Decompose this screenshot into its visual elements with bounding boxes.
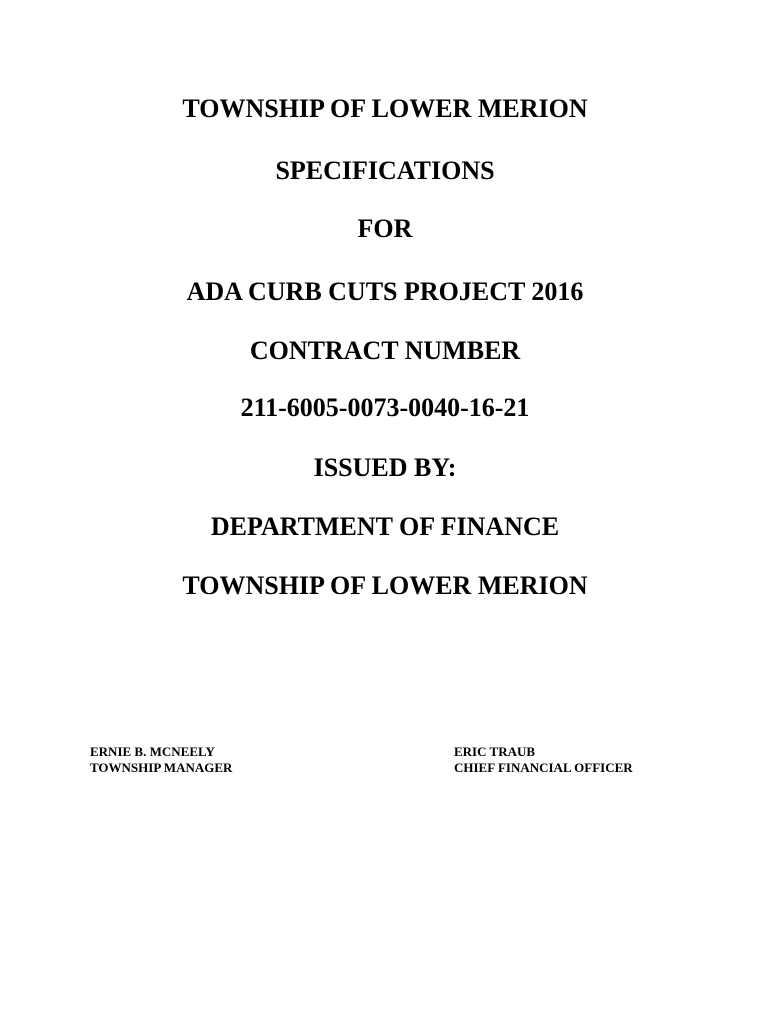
signatory-title: CHIEF FINANCIAL OFFICER — [454, 760, 633, 775]
document-type-heading: SPECIFICATIONS — [275, 156, 495, 185]
department-name: DEPARTMENT OF FINANCE — [210, 512, 560, 541]
signatory-title: TOWNSHIP MANAGER — [90, 760, 233, 775]
signatory-right — [454, 744, 633, 776]
contract-number-value: 211-6005-0073-0040-16-21 — [240, 393, 530, 422]
contract-number-label: CONTRACT NUMBER — [249, 336, 521, 365]
issued-by-label: ISSUED BY: — [313, 453, 457, 482]
township-name: TOWNSHIP OF LOWER MERION — [182, 571, 588, 600]
signatory-name: ERNIE B. MCNEELY — [90, 744, 215, 759]
signatory-name: ERIC TRAUB — [454, 744, 536, 759]
for-heading: FOR — [357, 214, 413, 243]
issuer-heading: TOWNSHIP OF LOWER MERION — [182, 94, 588, 123]
project-title: ADA CURB CUTS PROJECT 2016 — [186, 277, 584, 306]
signatory-left — [90, 744, 232, 776]
